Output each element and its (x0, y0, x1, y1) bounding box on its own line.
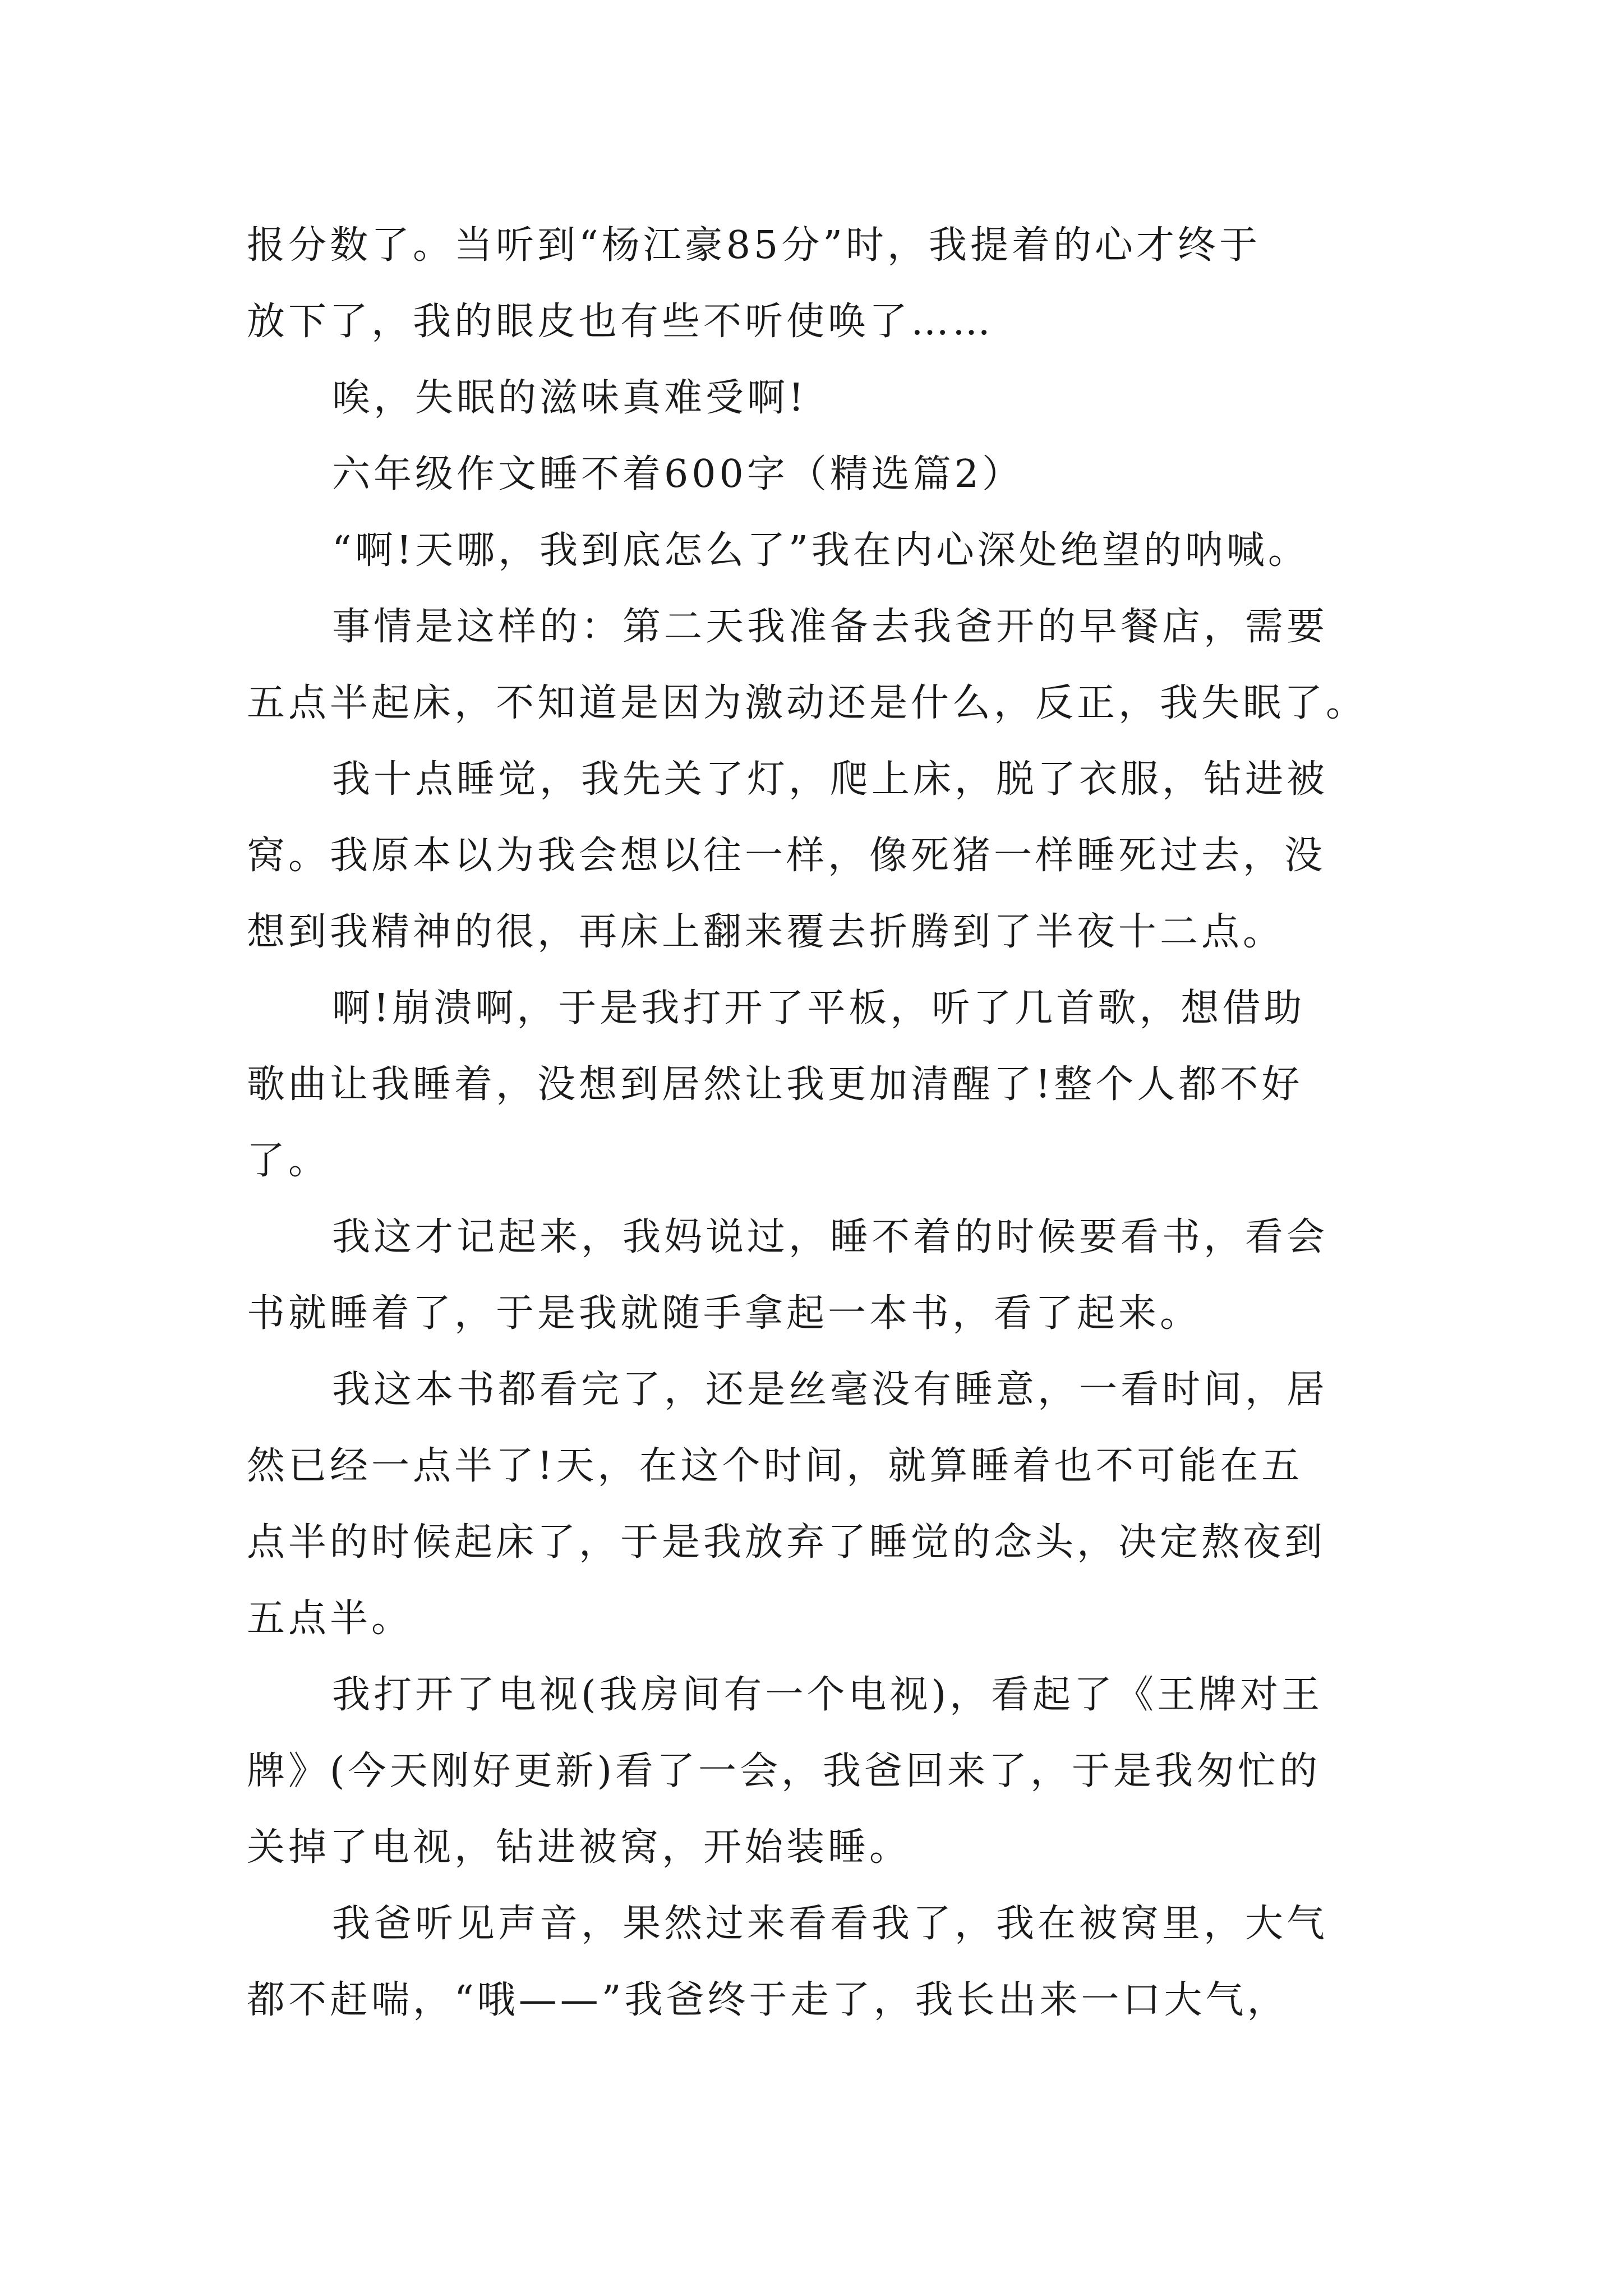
text-line: 都不赶喘，“哦——”我爸终于走了，我长出来一口大气， (247, 1978, 1289, 2022)
text-line: 事情是这样的：第二天我准备去我爸开的早餐店，需要 (332, 605, 1329, 649)
text-line: 放下了，我的眼皮也有些不听使唤了…… (247, 300, 994, 344)
text-line: 歌曲让我睡着，没想到居然让我更加清醒了!整个人都不好 (247, 1062, 1303, 1107)
text-line: 书就睡着了，于是我就随手拿起一本书，看了起来。 (247, 1291, 1202, 1336)
text-line: 关掉了电视，钻进被窝，开始装睡。 (247, 1825, 911, 1870)
text-line: 啊!崩溃啊，于是我打开了平板，听了几首歌，想借助 (332, 986, 1306, 1030)
text-line: 我打开了电视(我房间有一个电视)，看起了《王牌对王 (332, 1673, 1324, 1717)
text-line: 想到我精神的很，再床上翻来覆去折腾到了半夜十二点。 (247, 910, 1285, 954)
text-line: 我这本书都看完了，还是丝毫没有睡意，一看时间，居 (332, 1368, 1329, 1412)
text-line: 我十点睡觉，我先关了灯，爬上床，脱了衣服，钻进被 (332, 757, 1329, 802)
text-line: 点半的时候起床了，于是我放弃了睡觉的念头，决定熬夜到 (247, 1520, 1326, 1565)
essay-body (247, 208, 1391, 2039)
text-line: 五点半。 (247, 1596, 413, 1641)
text-line: 我爸听见声音，果然过来看看我了，我在被窝里，大气 (332, 1902, 1329, 1946)
text-line: 唉，失眠的滋味真难受啊! (332, 376, 808, 420)
text-line: 了。 (247, 1139, 330, 1183)
text-line: 然已经一点半了!天，在这个时间，就算睡着也不可能在五 (247, 1444, 1303, 1488)
text-line: 牌》(今天刚好更新)看了一会，我爸回来了，于是我匆忙的 (247, 1749, 1321, 1793)
text-line: “啊!天哪，我到底怎么了”我在内心深处绝望的呐喊。 (332, 528, 1310, 573)
text-line: 我这才记起来，我妈说过，睡不着的时候要看书，看会 (332, 1215, 1329, 1259)
text-line: 窝。我原本以为我会想以往一样，像死猪一样睡死过去，没 (247, 834, 1326, 878)
text-line: 报分数了。当听到“杨江豪85分”时，我提着的心才终于 (247, 223, 1261, 268)
section-heading-line: 六年级作文睡不着600字（精选篇2） (332, 452, 1024, 496)
text-line: 五点半起床，不知道是因为激动还是什么，反正，我失眠了。 (247, 681, 1368, 725)
